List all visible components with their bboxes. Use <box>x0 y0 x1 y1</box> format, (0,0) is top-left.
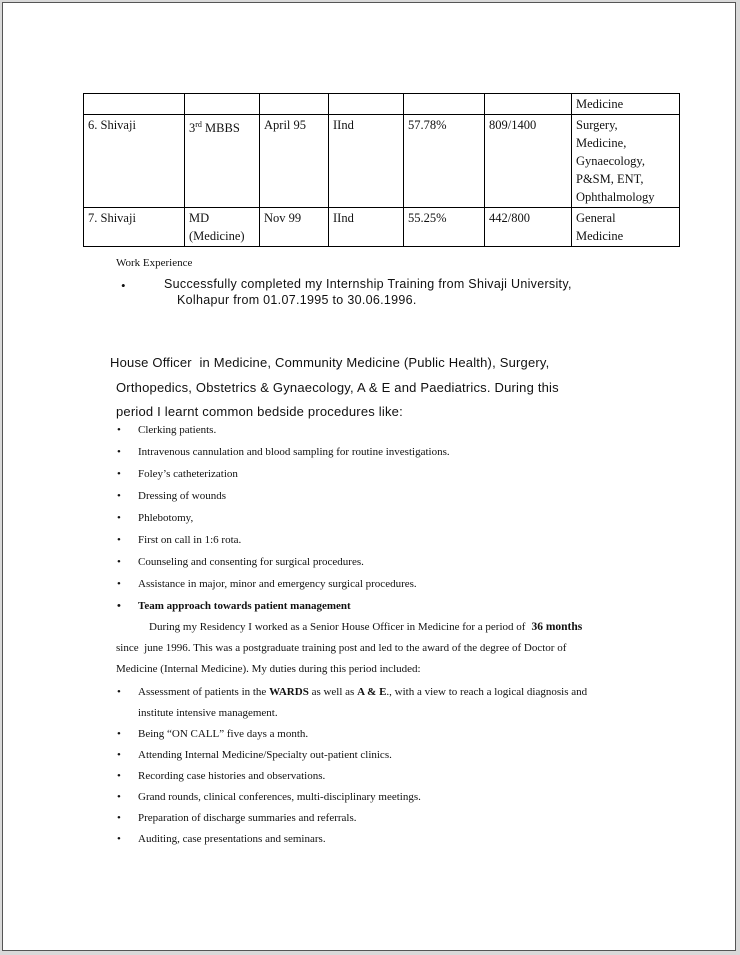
list-item: • Foley’s catheterization <box>113 467 673 489</box>
internship-line-1: Successfully completed my Internship Training from Shivaji University, <box>164 277 572 291</box>
house-officer-paragraph <box>110 351 610 425</box>
residency-line-1 <box>116 617 676 638</box>
internship-text <box>164 276 634 308</box>
cell-division: IInd <box>329 208 404 247</box>
list-item: • Counseling and consenting for surgical procedures. <box>113 555 673 577</box>
list-item: • Preparation of discharge summaries and referrals. <box>113 808 673 829</box>
residency-line-2: since june 1996. This was a postgraduate training post and led to the award of the degree of Doctor of <box>116 642 567 654</box>
cell-subjects: Surgery, Medicine, Gynaecology, P&SM, ENT, Ophthalmology <box>572 115 680 208</box>
work-experience-heading: Work Experience <box>116 257 193 269</box>
wards-text: WARDS <box>269 686 309 698</box>
list-item: • Auditing, case presentations and seminars. <box>113 829 673 850</box>
cell-marks: 809/1400 <box>485 115 572 208</box>
cell-marks: 442/800 <box>485 208 572 247</box>
table-row <box>84 94 680 115</box>
house-officer-line-3: period I learnt common bedside procedures like: <box>116 404 403 419</box>
list-item: • Assistance in major, minor and emergency surgical procedures. <box>113 577 673 599</box>
list-item: • Team approach towards patient management <box>113 599 673 621</box>
house-officer-line-1: House Officer in Medicine, Community Medicine (Public Health), Surgery, <box>110 355 550 370</box>
list-item: • Recording case histories and observations. <box>113 766 673 787</box>
residency-paragraph <box>116 617 676 680</box>
list-item: • Attending Internal Medicine/Specialty out-patient clinics. <box>113 745 673 766</box>
cell-percent: 57.78% <box>404 115 485 208</box>
cell-marks <box>485 94 572 115</box>
course-ordinal: rd <box>195 120 202 129</box>
cell-date: Nov 99 <box>260 208 329 247</box>
house-officer-line-2: Orthopedics, Obstetrics & Gynaecology, A & E and Paediatrics. During this <box>116 379 559 395</box>
residency-line-3: Medicine (Internal Medicine). My duties during this period included: <box>116 663 421 675</box>
procedures-list <box>113 423 673 621</box>
document-page <box>2 2 736 951</box>
residency-period: 36 months <box>531 621 583 633</box>
cell-date: April 95 <box>260 115 329 208</box>
list-item: • Clerking patients. <box>113 423 673 445</box>
cell-date <box>260 94 329 115</box>
list-item: • Being “ON CALL” five days a month. <box>113 724 673 745</box>
list-item: • First on call in 1:6 rota. <box>113 533 673 555</box>
residency-text: During my Residency I worked as a Senior House Officer in Medicine for a period of <box>149 621 526 633</box>
cell-percent: 55.25% <box>404 208 485 247</box>
table-row <box>84 115 680 208</box>
grades-table <box>83 93 680 247</box>
duty-text: as well as <box>308 686 358 698</box>
cell-name: 6. Shivaji <box>84 115 185 208</box>
cell-subjects: Medicine <box>572 94 680 115</box>
internship-line-2: Kolhapur from 01.07.1995 to 30.06.1996. <box>177 293 417 307</box>
duty-text: Assessment of patients in the <box>138 686 270 698</box>
list-item: • Dressing of wounds <box>113 489 673 511</box>
cell-name <box>84 94 185 115</box>
ae-text: A & E <box>357 686 387 698</box>
list-item <box>113 682 673 724</box>
cell-course <box>185 115 260 208</box>
course-number: 3 <box>189 121 196 136</box>
bullet-icon: • <box>121 278 126 293</box>
list-item: • Intravenous cannulation and blood sampling for routine investigations. <box>113 445 673 467</box>
duty-text: institute intensive management. <box>138 707 278 719</box>
cell-name: 7. Shivaji <box>84 208 185 247</box>
duties-list <box>113 682 673 850</box>
course-name: MBBS <box>201 121 240 136</box>
cell-division: IInd <box>329 115 404 208</box>
cell-subjects: General Medicine <box>572 208 680 247</box>
list-item: • Grand rounds, clinical conferences, multi-disciplinary meetings. <box>113 787 673 808</box>
list-item: • Phlebotomy, <box>113 511 673 533</box>
cell-percent <box>404 94 485 115</box>
duty-text: ., with a view to reach a logical diagnosis and <box>386 686 588 698</box>
cell-course: MD (Medicine) <box>185 208 260 247</box>
table-row <box>84 208 680 247</box>
cell-division <box>329 94 404 115</box>
cell-course <box>185 94 260 115</box>
